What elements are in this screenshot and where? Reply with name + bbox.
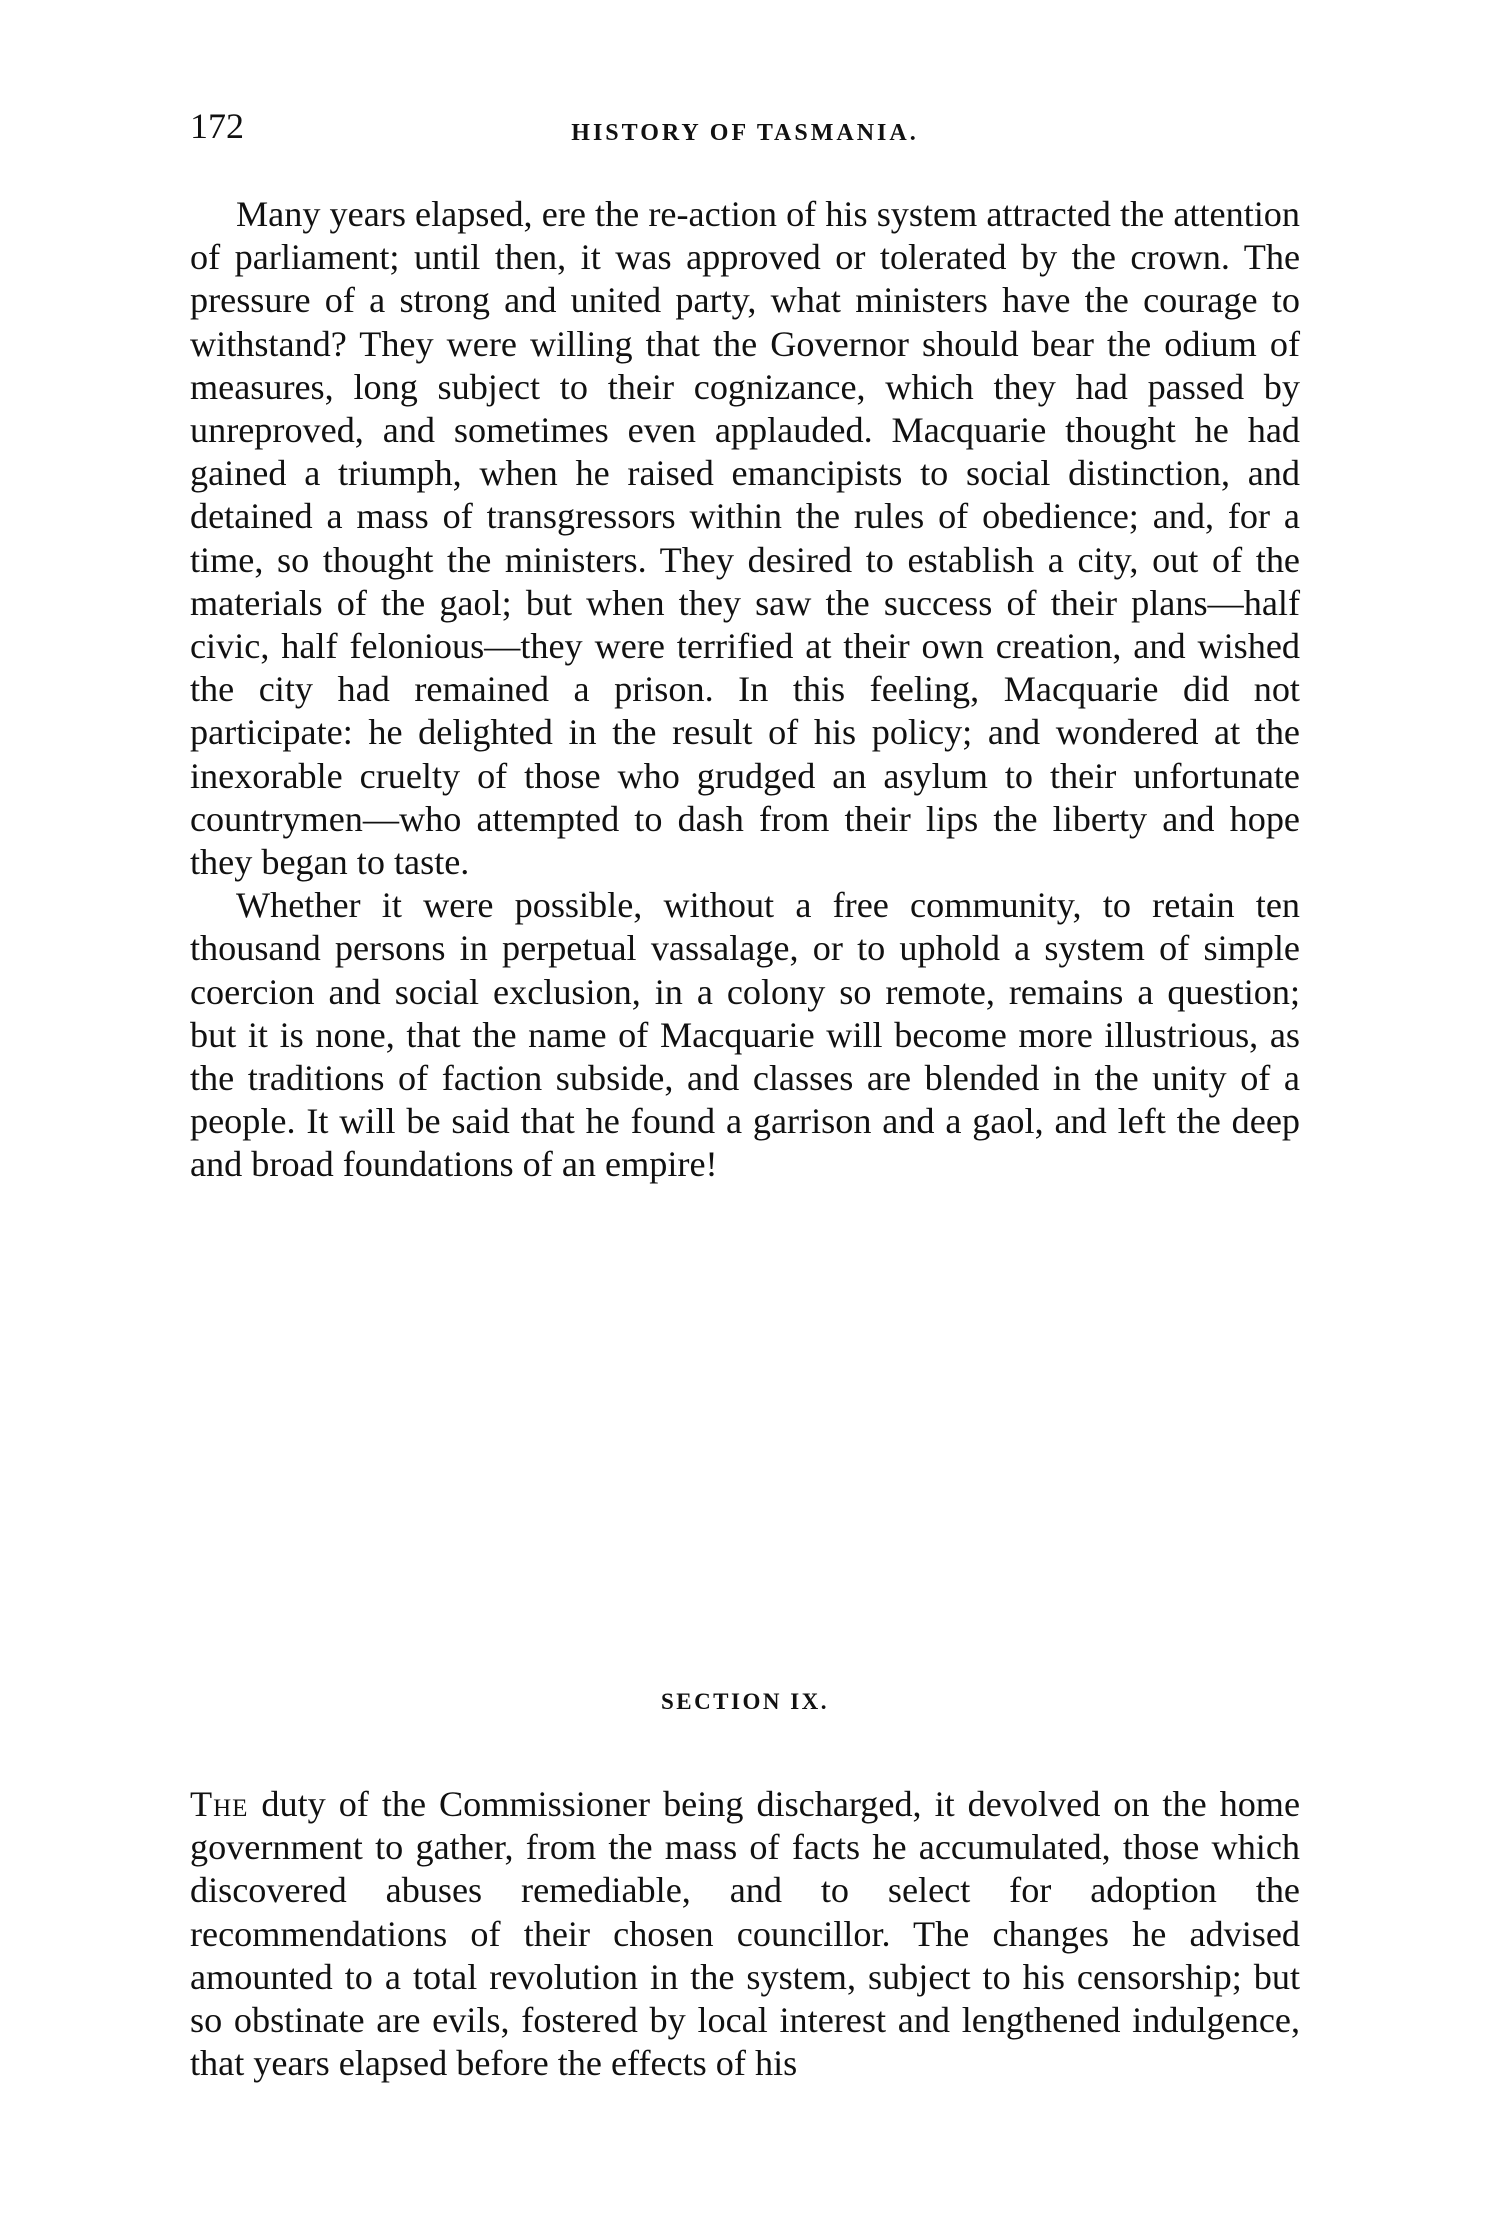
section-heading: SECTION IX. <box>660 1689 830 1714</box>
paragraph: Many years elapsed, ere the re-action of his system attracted the attention of parliament; until then, it was approved or tolerated by the crown. The pressure of a strong and united party, what ministers have the courage to withstand? They were willing that the Governor should bear the odium of measures, long subject to their cognizance, which they had passed by unreproved, and sometimes even applauded. Macquarie thought he had gained a triumph, when he raised emancipists to social distinction, and detained a mass of transgressors within the rules of obedience; and, for a time, so thought the ministers. They desired to establish a city, out of the materials of the gaol; but when they saw the success of their plans—half civic, half felonious—they were terrified at their own creation, and wished the city had remained a prison. In this feeling, Macquarie did not participate: he delighted in the result of his policy; and wondered at the inexorable cruelty of those who grudged an asylum to their unfortunate countrymen—who attempted to dash from their lips the liberty and hope they began to taste. <box>190 194 1300 883</box>
running-head <box>190 108 1300 158</box>
section-text <box>190 1783 1300 2085</box>
opening-word: The <box>190 1784 249 1824</box>
page-number: 172 <box>190 106 244 146</box>
paragraph: Whether it were possible, without a free community, to retain ten thousand persons in perpetual vassalage, or to uphold a system of simple coercion and social exclusion, in a colony so remote, remains a question; but it is none, that the name of Macquarie will become more illustrious, as the traditions of faction subside, and classes are blended in the unity of a people. It will be said that he found a garrison and a gaol, and left the deep and broad foundations of an empire! <box>190 885 1300 1185</box>
running-title: HISTORY OF TASMANIA. <box>571 120 919 146</box>
paragraph-text: duty of the Commissioner being discharged, it devolved on the home government to gather, from the mass of facts he accumulated, those which discovered abuses remediable, and to select for adoption the recommendations of their chosen councillor. The changes he advised amounted to a total revolution in the system, subject to his censorship; but so obstinate are evils, fostered by local interest and lengthened indulgence, that years elapsed before the effects of his <box>190 1784 1300 2084</box>
body-text <box>190 193 1300 1187</box>
paragraph <box>190 1783 1300 2085</box>
